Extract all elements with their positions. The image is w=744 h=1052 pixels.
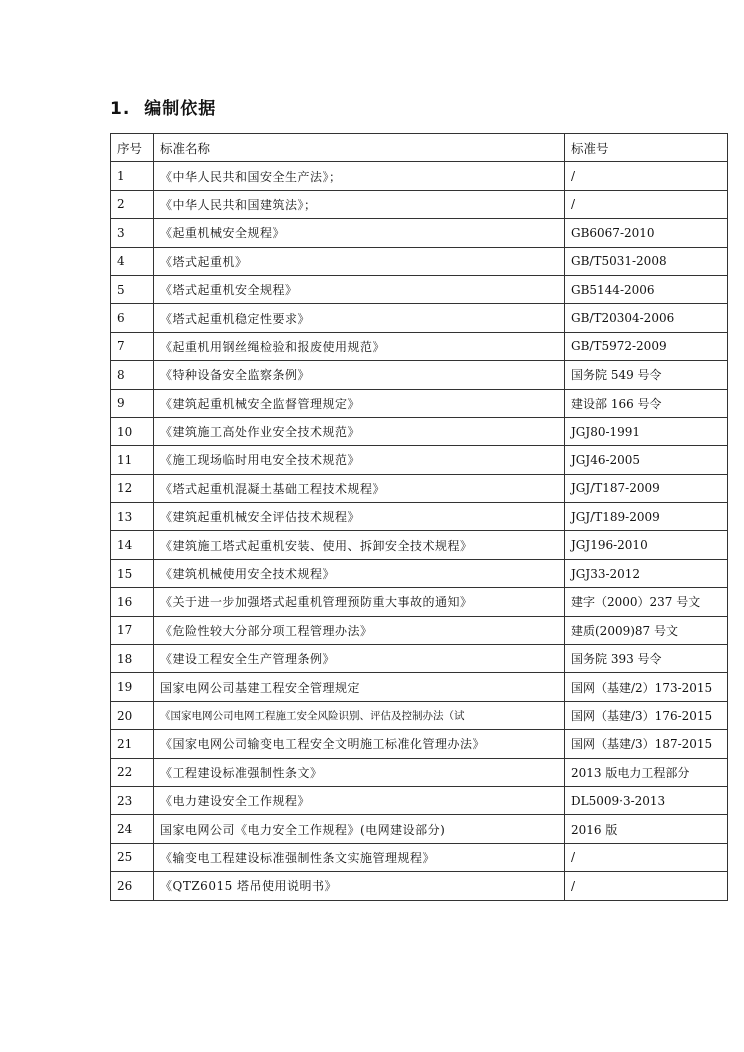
row-number: 24 [111, 815, 154, 843]
table-row [111, 616, 728, 644]
row-number: 8 [111, 361, 154, 389]
standard-name: 《建筑施工高处作业安全技术规范》 [154, 417, 565, 445]
standard-code: 国网（基建/3）187-2015 [565, 730, 728, 758]
row-number: 5 [111, 275, 154, 303]
table-row [111, 559, 728, 587]
standard-name: 国家电网公司基建工程安全管理规定 [154, 673, 565, 701]
table-row [111, 673, 728, 701]
header-code: 标准号 [565, 134, 728, 162]
standard-code: 国务院 393 号令 [565, 645, 728, 673]
row-number: 2 [111, 190, 154, 218]
standard-code: 建质(2009)87 号文 [565, 616, 728, 644]
table-row [111, 275, 728, 303]
row-number: 21 [111, 730, 154, 758]
row-number: 7 [111, 332, 154, 360]
standard-code: 建设部 166 号令 [565, 389, 728, 417]
table-row [111, 872, 728, 900]
table-row [111, 758, 728, 786]
standard-code: GB/T5972-2009 [565, 332, 728, 360]
standard-code: 2013 版电力工程部分 [565, 758, 728, 786]
table-row [111, 361, 728, 389]
standard-name: 《起重机械安全规程》 [154, 219, 565, 247]
standard-code: JGJ/T187-2009 [565, 474, 728, 502]
section-number: 1. [110, 99, 131, 119]
row-number: 3 [111, 219, 154, 247]
standard-code: GB5144-2006 [565, 275, 728, 303]
table-row [111, 786, 728, 814]
standard-name: 《输变电工程建设标准强制性条文实施管理规程》 [154, 843, 565, 871]
row-number: 6 [111, 304, 154, 332]
standard-name: 《建设工程安全生产管理条例》 [154, 645, 565, 673]
row-number: 12 [111, 474, 154, 502]
standard-name: 《QTZ6015 塔吊使用说明书》 [154, 872, 565, 900]
standard-name: 《危险性较大分部分项工程管理办法》 [154, 616, 565, 644]
row-number: 16 [111, 588, 154, 616]
standard-code: JGJ196-2010 [565, 531, 728, 559]
row-number: 19 [111, 673, 154, 701]
table-row [111, 417, 728, 445]
table-row [111, 588, 728, 616]
table-row [111, 162, 728, 190]
standard-name: 《中华人民共和国建筑法》； [154, 190, 565, 218]
standard-name: 《建筑起重机械安全监督管理规定》 [154, 389, 565, 417]
standard-name: 《塔式起重机混凝土基础工程技术规程》 [154, 474, 565, 502]
standard-name: 《起重机用钢丝绳检验和报废使用规范》 [154, 332, 565, 360]
standard-code: JGJ80-1991 [565, 417, 728, 445]
standards-table [110, 133, 728, 901]
standard-name: 《国家电网公司电网工程施工安全风险识别、评估及控制办法（试 [154, 701, 565, 729]
table-row [111, 219, 728, 247]
standard-code: / [565, 872, 728, 900]
row-number: 25 [111, 843, 154, 871]
standard-code: 建字（2000）237 号文 [565, 588, 728, 616]
standard-name: 《关于进一步加强塔式起重机管理预防重大事故的通知》 [154, 588, 565, 616]
standard-code: 国网（基建/2）173-2015 [565, 673, 728, 701]
standard-name: 《工程建设标准强制性条文》 [154, 758, 565, 786]
standard-code: JGJ33-2012 [565, 559, 728, 587]
row-number: 17 [111, 616, 154, 644]
standard-code: 国网（基建/3）176-2015 [565, 701, 728, 729]
standard-code: 国务院 549 号令 [565, 361, 728, 389]
standard-name: 《塔式起重机安全规程》 [154, 275, 565, 303]
table-row [111, 815, 728, 843]
table-row [111, 503, 728, 531]
standard-name: 《中华人民共和国安全生产法》； [154, 162, 565, 190]
row-number: 9 [111, 389, 154, 417]
standard-code: / [565, 162, 728, 190]
table-row [111, 389, 728, 417]
table-row [111, 446, 728, 474]
standard-code: 2016 版 [565, 815, 728, 843]
table-row [111, 843, 728, 871]
row-number: 22 [111, 758, 154, 786]
standard-name: 《施工现场临时用电安全技术规范》 [154, 446, 565, 474]
standard-code: GB/T5031-2008 [565, 247, 728, 275]
row-number: 26 [111, 872, 154, 900]
standard-name: 《建筑施工塔式起重机安装、使用、拆卸安全技术规程》 [154, 531, 565, 559]
table-row [111, 701, 728, 729]
header-name: 标准名称 [154, 134, 565, 162]
standard-name: 《电力建设安全工作规程》 [154, 786, 565, 814]
table-row [111, 304, 728, 332]
standard-name: 国家电网公司《电力安全工作规程》(电网建设部分) [154, 815, 565, 843]
row-number: 11 [111, 446, 154, 474]
row-number: 15 [111, 559, 154, 587]
header-no: 序号 [111, 134, 154, 162]
table-row [111, 190, 728, 218]
table-row [111, 247, 728, 275]
table-row [111, 474, 728, 502]
standard-code: JGJ/T189-2009 [565, 503, 728, 531]
table-row [111, 645, 728, 673]
row-number: 23 [111, 786, 154, 814]
section-title: 编制依据 [144, 99, 217, 119]
standard-name: 《塔式起重机稳定性要求》 [154, 304, 565, 332]
standard-code: / [565, 190, 728, 218]
table-header-row [111, 134, 728, 162]
standard-code: GB/T20304-2006 [565, 304, 728, 332]
standard-code: / [565, 843, 728, 871]
standard-name: 《塔式起重机》 [154, 247, 565, 275]
row-number: 14 [111, 531, 154, 559]
standard-name: 《国家电网公司输变电工程安全文明施工标准化管理办法》 [154, 730, 565, 758]
row-number: 1 [111, 162, 154, 190]
row-number: 4 [111, 247, 154, 275]
standard-name: 《特种设备安全监察条例》 [154, 361, 565, 389]
table-row [111, 730, 728, 758]
section-heading [110, 94, 216, 119]
standard-code: JGJ46-2005 [565, 446, 728, 474]
table-row [111, 531, 728, 559]
standard-name: 《建筑机械使用安全技术规程》 [154, 559, 565, 587]
table-row [111, 332, 728, 360]
standard-code: DL5009·3-2013 [565, 786, 728, 814]
standard-name: 《建筑起重机械安全评估技术规程》 [154, 503, 565, 531]
row-number: 20 [111, 701, 154, 729]
row-number: 18 [111, 645, 154, 673]
row-number: 10 [111, 417, 154, 445]
row-number: 13 [111, 503, 154, 531]
standard-code: GB6067-2010 [565, 219, 728, 247]
